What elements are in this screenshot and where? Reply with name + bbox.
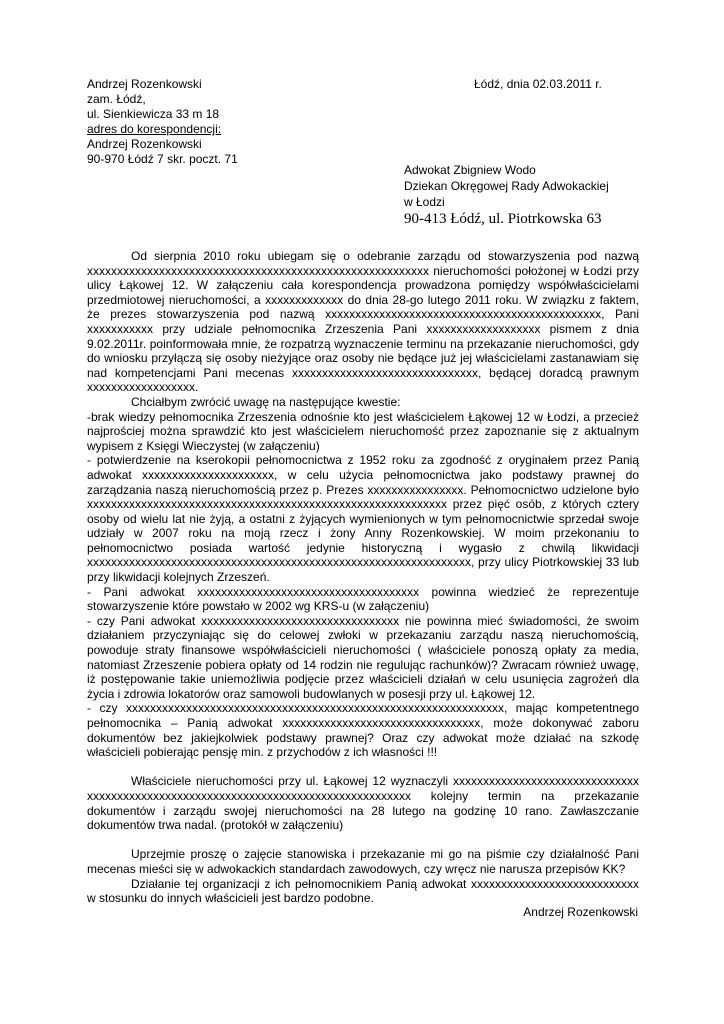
sender-residence: zam. Łódź, [87,92,146,106]
issue-item: - Pani adwokat xxxxxxxxxxxxxxxxxxxxxxxxxxxxxxxxxxxxx powinna wiedzieć że reprezentuje stowarzyszenie które powstało w 2002 wg KRS-u (w załączeniu) [87,584,639,614]
issue-item: - czy Pani adwokat xxxxxxxxxxxxxxxxxxxxxxxxxxxxxxxxx nie powinna mieć świadomości, że swoim działaniem przyczyniając się do celowej zwłoki w przekazaniu zarządu naszą nieruchomością, powoduje straty finansowe współwłaścicieli nieruchomości ( właścicielе ponoszą opłaty za media, natomiast Zrzeszenie pobiera opłaty od 14 rodzin nie regulując rachunków)? Zwracam również uwagę, iż postępowanie takie uniemożliwia podjęcie przez właścicieli działań w celu usunięcia zagrożeń dla życia i zdrowia lokatorów oraz samowoli budowlanych w posesji przy ul. Łąkowej 12. [87,613,639,701]
issue-item: - czy xxxxxxxxxxxxxxxxxxxxxxxxxxxxxxxxxxxxxxxxxxxxxxxxxxxxxxxxxxxxxxx, mając kompetentnego pełnomocnika – Panią adwokat xxxxxxxxxxxxxxxxxxxxxxxxxxxxxxxxx, może dokonywać zaboru dokumentów bez jakiejkolwiek podstawy prawnej? Oraz czy adwokat może działać na szkodę właścicieli pobierając pensję min. z przychodów z ich własności !!! [87,701,639,760]
recipient-line-3: w Łodzi [404,195,445,209]
paragraph-intro: Od sierpnia 2010 roku ubiegam się o odebranie zarządu od stowarzyszenia pod nazwą xxxxxxxxxxxxxxxxxxxxxxxxxxxxxxxxxxxxxxxxxxxxxxxxxxxxxxxxx nieruchomości położonej w Łodzi przy ulicy Łąkowej 12. W załączeniu cała korespondencja prowadzona pomiędzy współwłaścicielami przedmiotowej nieruchomości, a xxxxxxxxxxxxx do dnia 28-go lutego 2011 roku. W związku z faktem, że prezes stowarzyszenia pod nazwą xxxxxxxxxxxxxxxxxxxxxxxxxxxxxxxxxxxxxxxxxxxxxx, Pani xxxxxxxxxxx przy udziale pełnomocnika Zrzeszenia Pani xxxxxxxxxxxxxxxxxxx pismem z dnia 9.02.2011r. poinformowała mnie, że rozpatrzą wyznaczenie terminu na przekazanie nieruchomości, gdy do wniosku przyłączą się osoby nieżyjące oraz osoby nie będące już jej właścicielami zastanawiam się nad kompetencjami Pani mecenas xxxxxxxxxxxxxxxxxxxxxxxxxxxxxxx, będącej doradcą prawnym xxxxxxxxxxxxxxxxxx. [87,249,639,395]
place-date: Łódź, dnia 02.03.2011 r. [474,77,602,91]
recipient-block [404,162,609,229]
letter-body [87,249,639,906]
paragraph-request: Uprzejmie proszę o zajęcie stanowiska i przekazanie mi go na piśmie czy działalność Pani mecenas mieści się w adwokackich standardach zawodowych, czy wręcz nie narusza przepisów KK? [87,847,639,876]
issue-item: - potwierdzenie na kserokopii pełnomocnictwa z 1952 roku za zgodność z oryginałem przez Panią adwokat xxxxxxxxxxxxxxxxxxxxxx, w celu użycia pełnomocnictwa jako podstawy prawnej do zarządzania naszą nieruchomością przez p. Prezes xxxxxxxxxxxxxxxx. Pełnomocnictwo udzielone było xxxxxxxxxxxxxxxxxxxxxxxxxxxxxxxxxxxxxxxxxxxxxxxxxxxxxxxxxxxx przez pięć osób, z których cztery osoby od wielu lat nie żyją, a ostatni z żyjących wymienionych w tym pełnomocnictwie sprzedał swoje udziały w 2007 roku na moją rzecz i żony Anny Rozenkowskiej. W moim przekonaniu to pełnomocnictwo posiada wartość jedynie historyczną i wygasło z chwilą likwidacji xxxxxxxxxxxxxxxxxxxxxxxxxxxxxxxxxxxxxxxxxxxxxxxxxxxxxxxxxxxxxxxx, przy ulicy Piotrkowskiej 33 lub przy likwidacji kolejnych Zrzeszeń. [87,453,639,585]
recipient-address: 90-413 Łódź, ul. Piotrkowska 63 [404,211,602,227]
issue-item: -brak wiedzy pełnomocnika Zrzeszenia odnośnie kto jest właścicielem Łąkowej 12 w Łodzi, a przecież najprościej można sprawdzić kto jest właścicielem nieruchomość przez zapoznanie się z aktualnym wypisem z Księgi Wieczystej (w załączeniu) [87,409,639,453]
recipient-line-2: Dziekan Okręgowej Rady Adwokackiej [404,179,609,193]
correspondence-label: adres do korespondencji: [87,122,222,136]
paragraph-closing: Działanie tej organizacji z ich pełnomocnikiem Panią adwokat xxxxxxxxxxxxxxxxxxxxxxxxxxxx w stosunku do innych właścicieli jest bardzo podobne. [87,876,639,906]
sender-block [87,77,238,167]
paragraph-issues-intro: Chciałbym zwrócić uwagę na następujące kwestie: [131,394,401,409]
sender-name: Andrzej Rozenkowski [87,77,202,91]
correspondence-address: 90-970 Łódź 7 skr. poczt. 71 [87,152,238,166]
sender-street: ul. Sienkiewicza 33 m 18 [87,107,220,121]
signature: Andrzej Rozenkowski [523,905,638,919]
recipient-line-1: Adwokat Zbigniew Wodo [404,163,536,177]
paragraph-owners: Właściciele nieruchomości przy ul. Łąkowej 12 wyznaczyli xxxxxxxxxxxxxxxxxxxxxxxxxxxxxxx xxxxxxxxxxxxxxxxxxxxxxxxxxxxxxxxxxxxxxxxxxxxxxxxxxxxxx kolejny termin na przekazanie dokumentów i zarządu swojej nieruchomości na 28 lutego na godzinę 10 rano. Zawłaszczanie dokumentów trwa nadal. (protokół w załączeniu) [87,774,639,833]
correspondence-name: Andrzej Rozenkowski [87,137,202,151]
